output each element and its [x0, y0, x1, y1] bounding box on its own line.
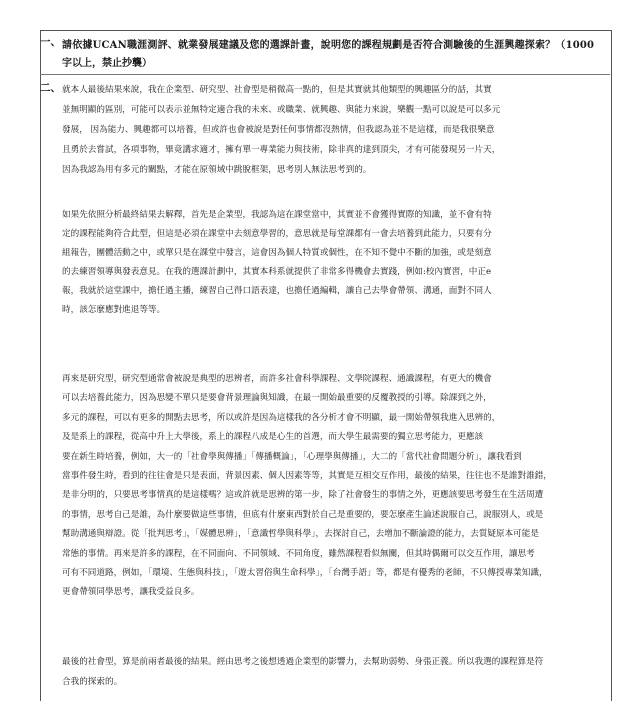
text-line: 定的課程能夠符合此型，但這是必須在課堂中去刻意學習的，意思就是每堂課都有一會去培養到此能力，只要有分	[62, 229, 492, 239]
divider-line	[40, 74, 610, 75]
text-line: 可以去培養此能力，因為思變不單只是要會背景理論與知識，在最一開始最重要的反覆教授的引導。除課到之外，	[62, 393, 492, 404]
answer-paragraph-1	[62, 80, 602, 180]
text-line: 幫助溝通與辯證。從「批判思考」，「媒體思辨」，「意識哲學與科學」，去探討自己，去增加不斷論證的能力，去質疑原本可能是	[62, 529, 539, 540]
question-text-line-2: 字以上，禁止抄襲）	[62, 58, 152, 69]
text-line: 因為我認為用有多元的關點，才能在原領域中跳脫框架，思考別人無法思考到的。	[62, 165, 372, 175]
text-line: 多元的課程，可以有更多的開點去思考，所以或許是因為這樣我的各分析才會不明顯，最一開始帶領我進入思辨的，	[62, 412, 501, 423]
question-one	[40, 34, 610, 74]
text-line: 再來是研究型，研究型通常會被說是典型的思辨者，而許多社會科學課程、文學院課程、通識課程，有更大的機會	[62, 374, 492, 384]
text-line: 常態的事情。再來是許多的課程，在不同面向、不同領域、不同角度，雖然課程看似無關，但其時偶爾可以交互作用，讓思考	[62, 548, 535, 559]
text-line: 並無明顯的區別，可能可以表示並無特定適合我的未來、或職業、就興趣、與能力來說，樂觀一點可以說是可以多元	[62, 105, 501, 115]
question-number: 一、	[40, 36, 61, 48]
answer-paragraph-4	[62, 652, 607, 692]
text-line: 更會帶領同學思考，讓我受益良多。	[62, 587, 200, 598]
answer-paragraph-2	[62, 206, 607, 320]
text-line: 是非分明的，只要思考事情真的是這樣嗎？這或許就是思辨的第一步，除了社會發生的事情之外，更應該要思考發生在生活周遭	[62, 490, 544, 501]
text-line: 當事件發生時，看到的往往會是只是表面，背景因素、個人因素等等，其實是互相交互作用，最後的結果，往往也不是誰對誰錯，	[62, 470, 552, 481]
text-line: 要在新生時培養，例如，大一的「社會學與傳播」「傳播概論」，「心理學與傳播」，大二的「當代社會問題分析」，讓我看到	[62, 451, 522, 462]
text-line: 可有不同道路，例如，「環境、生態與科技」，「遊太習俗與生命科學」，「台灣手語」等，都是有優秀的老師，不只傳授專業知識，	[62, 567, 548, 578]
text-line: 報，我就於這堂課中，擔任過主播，練習自己得口語表達，也擔任過編輯，讓自己去學會帶領、溝通，面對不同人	[62, 286, 492, 296]
question-text-line-1: 請依據UCAN職涯測評、就業發展建議及您的選課計畫，說明您的課程規劃是否符合測驗後的生涯興趣探索？（1000	[62, 40, 595, 51]
text-line: 時，該怎麼應對進退等等。	[62, 305, 166, 315]
answer-number: 二、	[40, 82, 61, 94]
text-line: 且勇於去嘗試，各項事物，畢竟講求適才，擁有單一專業能力與技術，除非真的達到頂尖，才有可能發現另一片天，	[62, 145, 501, 155]
text-line: 如果先依照分析最終結果去解釋，首先是企業型，我認為這在課堂當中，其實並不會獲得實際的知識，並不會有特	[62, 210, 492, 220]
text-line: 最後的社會型，算是前兩者最後的結果。經由思考之後想透過企業型的影響力，去幫助弱勢、身張正義。所以我選的課程算是符	[62, 657, 544, 667]
text-line: 合我的探索的。	[62, 677, 123, 687]
answer-paragraph-3	[62, 370, 607, 603]
text-line: 組報告，團體活動之中，或單只是在課堂中發言，這會因為個人特質或個性，在不知不覺中不斷的加強，或是刻意	[62, 248, 492, 258]
text-line: 就本人最後結果來說，我在企業型、研究型、社會型是稍微高一點的，但是其實就其他類型的興趣區分的話，其實	[62, 85, 492, 95]
text-line: 的去練習領導與發表意見。在我的選課計劃中，其實本科系就提供了非常多得機會去實踐，例如:校內實習，中正e	[62, 267, 492, 277]
text-line: 的事情，思考自己是誰，為什麼要做這些事情，但底有什麼東西對於自己是重要的，要怎麼產生論述說服自己，說服別人，或是	[62, 509, 544, 520]
text-line: 發展， 因為能力、興趣都可以培養，但或許也會被說是對任何事情都沒熱情，但我認為並不是這樣，而是我很樂意	[62, 125, 495, 135]
text-line: 及是系上的課程，從高中升上大學後，系上的課程八成是心生的首選，而大學生最需要的獨立思考能力，更應該	[62, 432, 484, 443]
